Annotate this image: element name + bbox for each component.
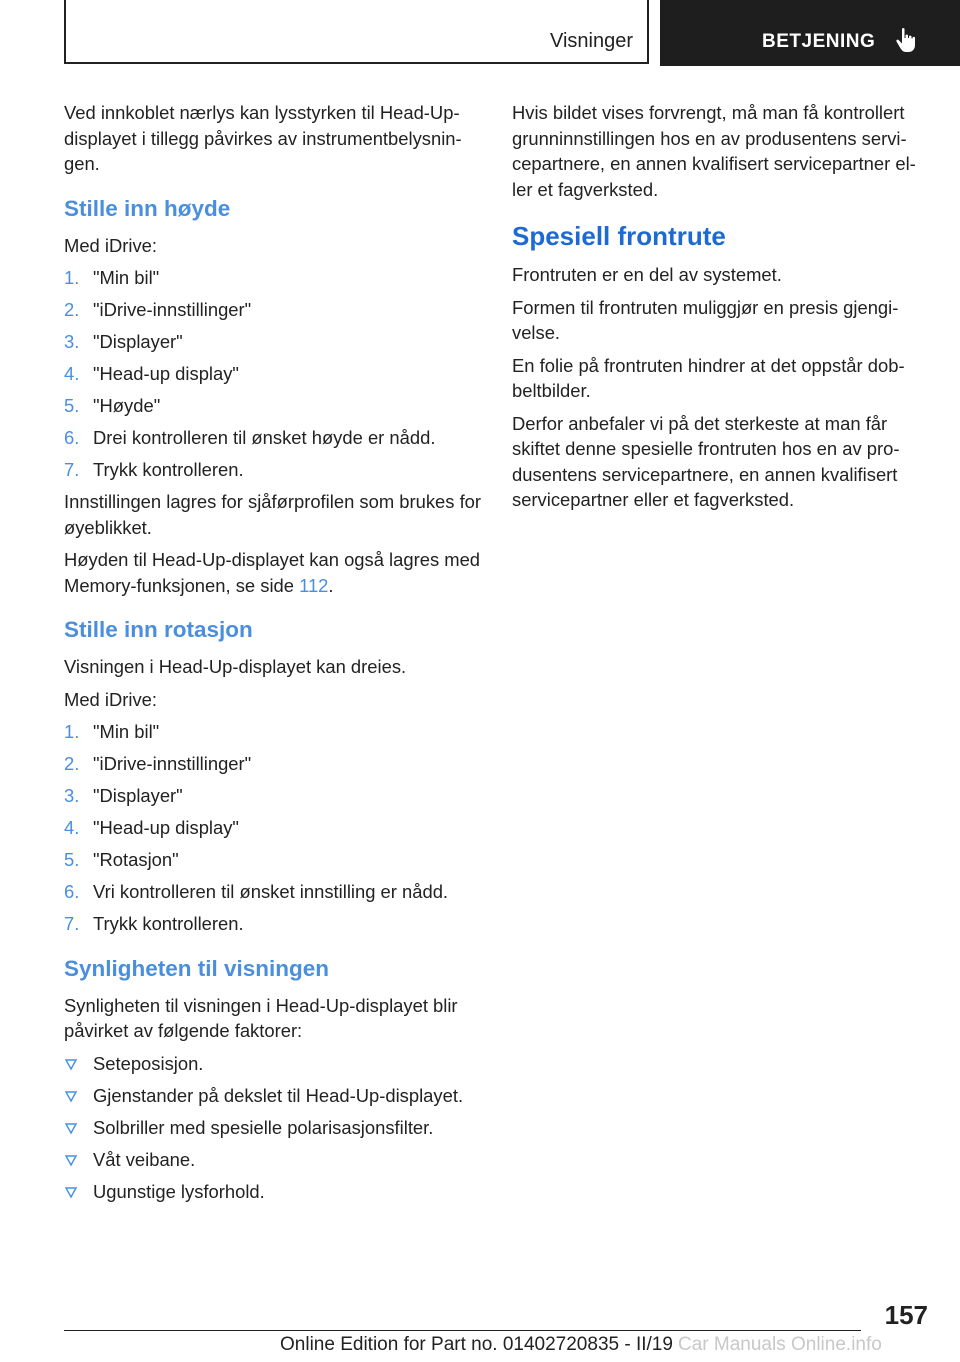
list-item: 4. "Head-up display" [64, 363, 239, 384]
rotation-steps-list [64, 719, 484, 937]
triangle-bullet-icon [65, 1123, 77, 1135]
list-item: 6. Drei kontrolleren til ønsket høyde er nådd. [64, 427, 436, 448]
header-chapter-title: BETJENING [762, 31, 876, 52]
with-idrive-label: Med iDrive: [64, 688, 157, 710]
memory-note: Høyden til Head-Up-displayet kan også lagres med Memory-funksjonen, se side 112. [64, 549, 481, 596]
list-item: 2. "iDrive-innstillinger" [64, 753, 252, 774]
page-link[interactable]: 112 [299, 574, 329, 596]
footer-watermark: Car Manuals Online.info [678, 1334, 882, 1355]
list-item: 4. "Head-up display" [64, 817, 239, 838]
height-steps-list [64, 265, 484, 483]
windscreen-p4: Derfor anbefaler vi på det sterkeste at man får skiftet denne spesielle frontruten hos en av pro-dusentens servicepartnere, en annen kvalifisert servicepartner eller et fagverksted. [512, 412, 900, 510]
footer-edition: Online Edition for Part no. 01402720835 - II/19 [280, 1334, 673, 1355]
profile-note: Innstillingen lagres for sjåførprofilen som brukes for øyeblikket. [64, 491, 482, 538]
header-section-title: Visninger [549, 30, 633, 52]
hand-pointer-icon [893, 26, 921, 54]
header-section-box [64, 0, 649, 64]
visibility-intro: Synligheten til visningen i Head-Up-displayet blir påvirket av følgende faktorer: [64, 994, 458, 1041]
list-item: 1. "Min bil" [64, 721, 160, 742]
list-item: 2. "iDrive-innstillinger" [64, 299, 252, 320]
list-item: Seteposisjon. [64, 1051, 484, 1077]
rotation-intro: Visningen i Head-Up-displayet kan dreies. [64, 656, 407, 677]
list-item: Solbriller med spesielle polarisasjonsfilter. [64, 1115, 484, 1141]
with-idrive-label: Med iDrive: [64, 234, 157, 256]
list-item: 1. "Min bil" [64, 267, 160, 288]
list-item: 3. "Displayer" [64, 331, 183, 352]
left-column [64, 100, 484, 1211]
list-item: Ugunstige lysforhold. [64, 1179, 484, 1205]
visibility-factors-list [64, 1051, 484, 1205]
list-item: 5. "Rotasjon" [64, 849, 179, 870]
list-item: Gjenstander på dekslet til Head-Up-displayet. [64, 1083, 484, 1109]
list-item: 5. "Høyde" [64, 395, 161, 416]
footer-divider [64, 1330, 861, 1331]
heading-special-windscreen: Spesiell frontrute [512, 221, 726, 251]
list-item: Våt veibane. [64, 1147, 484, 1173]
list-item: 6. Vri kontrolleren til ønsket innstilling er nådd. [64, 881, 449, 902]
windscreen-p2: Formen til frontruten muliggjør en presis gjengi-velse. [512, 296, 899, 343]
heading-adjust-height: Stille inn høyde [64, 195, 231, 221]
triangle-bullet-icon [65, 1155, 77, 1167]
distortion-paragraph: Hvis bildet vises forvrengt, må man få kontrollert grunninnstillingen hos en av produsentens servi-cepartnere, en annen kvalifisert servicepartner el-ler et fagverksted. [512, 102, 916, 200]
windscreen-p1: Frontruten er en del av systemet. [512, 264, 782, 285]
list-item: 7. Trykk kontrolleren. [64, 913, 244, 934]
triangle-bullet-icon [65, 1187, 77, 1199]
triangle-bullet-icon [65, 1091, 77, 1103]
list-item: 3. "Displayer" [64, 785, 183, 806]
triangle-bullet-icon [65, 1059, 77, 1071]
heading-adjust-rotation: Stille inn rotasjon [64, 617, 253, 642]
right-column [512, 100, 930, 520]
page-number: 157 [884, 1300, 928, 1330]
windscreen-p3: En folie på frontruten hindrer at det oppstår dob-beltbilder. [512, 354, 905, 401]
heading-visibility: Synligheten til visningen [64, 955, 330, 981]
list-item: 7. Trykk kontrolleren. [64, 459, 244, 480]
intro-paragraph: Ved innkoblet nærlys kan lysstyrken til Head-Up-displayet i tillegg påvirkes av instrumentbelysnin-gen. [64, 102, 462, 174]
header-chapter-tab [660, 0, 960, 66]
